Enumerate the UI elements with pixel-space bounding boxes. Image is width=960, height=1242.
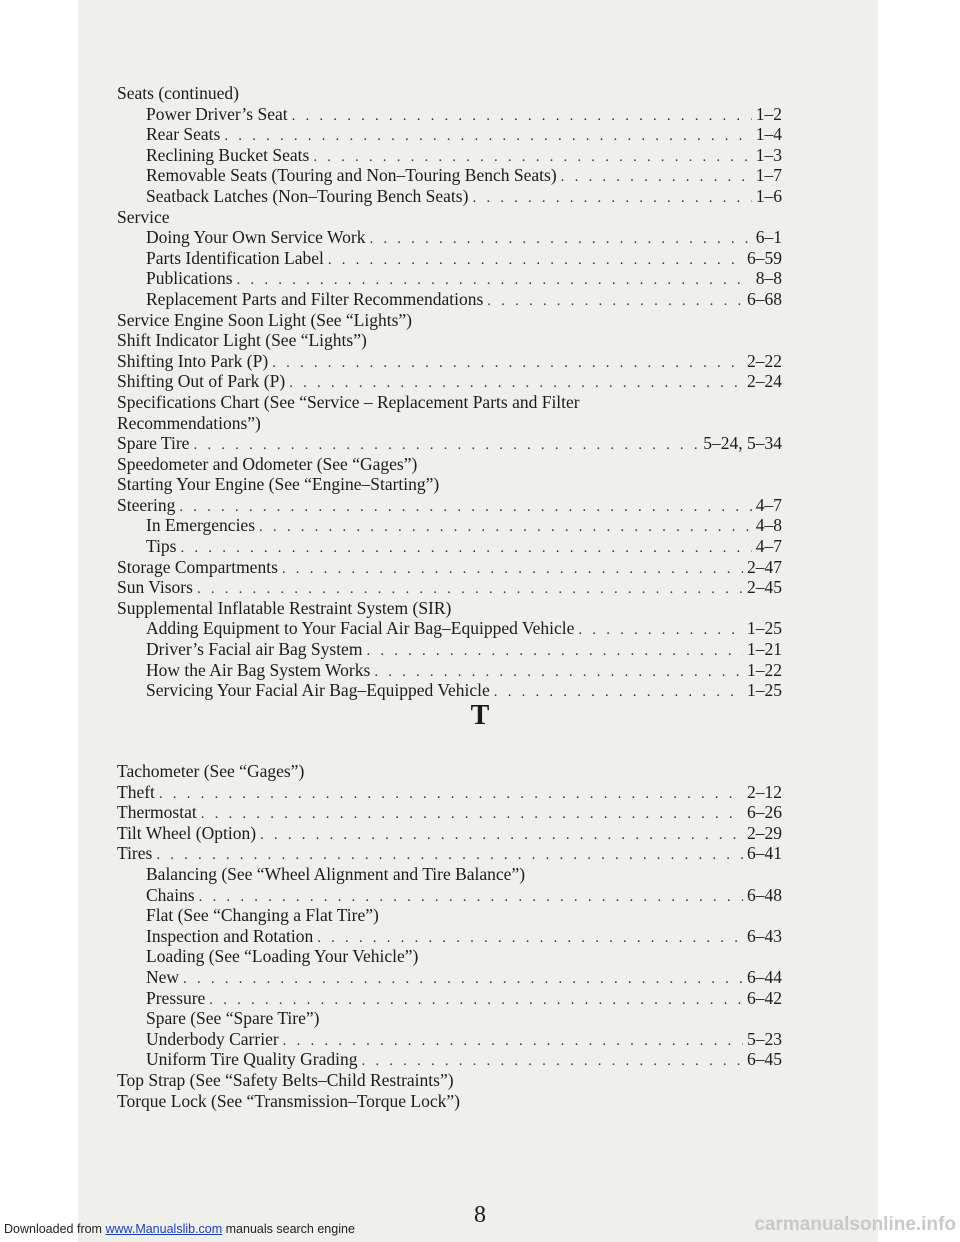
- index-entry: [146, 905, 960, 926]
- entry-title: Service: [117, 206, 170, 227]
- index-entry: [117, 83, 960, 104]
- entry-page-ref: 6–42: [747, 987, 782, 1008]
- dot-leader: [197, 579, 743, 600]
- index-entry: [117, 474, 960, 495]
- entry-title: Publications: [146, 268, 233, 289]
- entry-title: Balancing (See “Wheel Alignment and Tire Balance”): [146, 863, 526, 884]
- index-entry: [117, 495, 782, 516]
- entry-page-ref: 2–24: [747, 371, 782, 392]
- entry-page-ref: 2–45: [747, 577, 782, 598]
- entry-page-ref: 6–48: [747, 884, 782, 905]
- index-entry: [146, 967, 782, 988]
- dot-leader: [328, 250, 743, 271]
- index-entry: [146, 680, 782, 701]
- index-entry: [117, 330, 960, 351]
- dot-leader: [292, 106, 752, 127]
- entry-page-ref: 1–22: [747, 659, 782, 680]
- dot-leader: [317, 928, 743, 949]
- entry-title: Loading (See “Loading Your Vehicle”): [146, 946, 419, 967]
- entry-title: Doing Your Own Service Work: [146, 227, 366, 248]
- entry-title: Theft: [117, 781, 155, 802]
- dot-leader: [199, 887, 743, 908]
- entry-title: Thermostat: [117, 802, 197, 823]
- entry-title: In Emergencies: [146, 515, 256, 536]
- entry-title: Recommendations”): [117, 412, 261, 433]
- download-banner: [4, 1222, 355, 1236]
- entry-page-ref: 1–4: [755, 124, 782, 145]
- entry-title: Tips: [146, 536, 177, 557]
- dot-leader: [561, 167, 752, 188]
- index-entry: [117, 823, 782, 844]
- entry-page-ref: 6–45: [747, 1049, 782, 1070]
- dot-leader: [156, 845, 743, 866]
- entry-page-ref: 6–41: [747, 843, 782, 864]
- index-entry: [117, 1070, 960, 1091]
- entry-page-ref: 1–6: [755, 185, 782, 206]
- dot-leader: [201, 804, 743, 825]
- index-entry: [146, 248, 782, 269]
- entry-page-ref: 4–8: [755, 515, 782, 536]
- index-entry: [146, 268, 782, 289]
- dot-leader: [472, 188, 751, 209]
- entry-page-ref: 6–26: [747, 802, 782, 823]
- index-entry: [117, 433, 782, 454]
- entry-title: Flat (See “Changing a Flat Tire”): [146, 905, 379, 926]
- entry-title: Reclining Bucket Seats: [146, 144, 310, 165]
- dot-leader: [183, 969, 743, 990]
- index-entry: [146, 227, 782, 248]
- index-entry: [117, 598, 960, 619]
- entry-page-ref: 6–59: [747, 247, 782, 268]
- entry-title: Parts Identification Label: [146, 247, 324, 268]
- entry-page-ref: 1–25: [747, 680, 782, 701]
- index-section-s: [0, 83, 960, 701]
- index-entry: [117, 802, 782, 823]
- entry-page-ref: 1–7: [755, 165, 782, 186]
- entry-title: Servicing Your Facial Air Bag–Equipped Vehicle: [146, 680, 490, 701]
- index-entry: [117, 761, 960, 782]
- entry-page-ref: 5–23: [747, 1028, 782, 1049]
- entry-title: Replacement Parts and Filter Recommendations: [146, 288, 484, 309]
- dot-leader: [578, 620, 743, 641]
- entry-title: Shifting Into Park (P): [117, 350, 269, 371]
- entry-title: Torque Lock (See “Transmission–Torque Lock”): [117, 1090, 460, 1111]
- entry-title: Specifications Chart (See “Service – Replacement Parts and Filter: [117, 391, 580, 412]
- dot-leader: [361, 1051, 743, 1072]
- dot-leader: [209, 990, 743, 1011]
- index-entry: [117, 843, 782, 864]
- index-entry: [146, 1029, 782, 1050]
- entry-page-ref: 5–24, 5–34: [703, 433, 782, 454]
- entry-title: Storage Compartments: [117, 556, 278, 577]
- banner-prefix: Downloaded from: [4, 1222, 106, 1236]
- index-entry: [146, 988, 782, 1009]
- index-entry: [117, 351, 782, 372]
- entry-page-ref: 1–2: [755, 103, 782, 124]
- entry-title: Underbody Carrier: [146, 1028, 279, 1049]
- entry-title: New: [146, 966, 180, 987]
- entry-page-ref: 1–3: [755, 144, 782, 165]
- entry-title: Supplemental Inflatable Restraint System (SIR): [117, 597, 452, 618]
- index-entry: [146, 946, 960, 967]
- entry-title: Tilt Wheel (Option): [117, 822, 257, 843]
- entry-title: Tachometer (See “Gages”): [117, 761, 305, 781]
- site-watermark: carmanualsonline.info: [754, 1214, 956, 1235]
- entry-title: Spare Tire: [117, 433, 190, 454]
- dot-leader: [369, 229, 751, 250]
- dot-leader: [179, 497, 751, 518]
- entry-title: Spare (See “Spare Tire”): [146, 1008, 320, 1029]
- dot-leader: [366, 641, 743, 662]
- entry-title: Inspection and Rotation: [146, 925, 314, 946]
- entry-title: Power Driver’s Seat: [146, 103, 288, 124]
- dot-leader: [487, 291, 743, 312]
- index-entry: [117, 371, 782, 392]
- entry-title: Removable Seats (Touring and Non–Touring Bench Seats): [146, 165, 557, 186]
- index-entry: [146, 145, 782, 166]
- entry-title: Speedometer and Odometer (See “Gages”): [117, 453, 418, 474]
- dot-leader: [159, 784, 743, 805]
- entry-page-ref: 1–25: [747, 618, 782, 639]
- entry-page-ref: 2–47: [747, 556, 782, 577]
- index-entry: [117, 1091, 960, 1112]
- index-entry: [146, 1008, 960, 1029]
- entry-page-ref: 6–68: [747, 288, 782, 309]
- index-entry: [146, 660, 782, 681]
- index-entry: [146, 289, 782, 310]
- index-entry: [146, 186, 782, 207]
- dot-leader: [289, 373, 743, 394]
- dot-leader: [181, 538, 752, 559]
- dot-leader: [374, 662, 743, 683]
- index-entry: [146, 885, 782, 906]
- section-letter-heading: T: [470, 700, 490, 731]
- index-entry: [146, 618, 782, 639]
- entry-page-ref: 6–43: [747, 925, 782, 946]
- entry-page-ref: 4–7: [755, 494, 782, 515]
- index-entry: [117, 782, 782, 803]
- banner-suffix: manuals search engine: [222, 1222, 355, 1236]
- entry-title: Starting Your Engine (See “Engine–Starting”): [117, 474, 440, 495]
- dot-leader: [259, 517, 752, 538]
- index-entry: [117, 413, 960, 434]
- entry-title: Steering: [117, 494, 176, 515]
- entry-title: Driver’s Facial air Bag System: [146, 639, 363, 660]
- entry-title: Shifting Out of Park (P): [117, 371, 286, 392]
- entry-title: Sun Visors: [117, 577, 193, 598]
- index-entry: [146, 165, 782, 186]
- dot-leader: [283, 1031, 743, 1052]
- entry-title: Chains: [146, 884, 195, 905]
- index-entry: [117, 577, 782, 598]
- index-entry: [117, 557, 782, 578]
- entry-page-ref: 2–29: [747, 822, 782, 843]
- index-section-t: [0, 761, 960, 1111]
- index-entry: [146, 124, 782, 145]
- index-entry: [117, 207, 960, 228]
- entry-title: Pressure: [146, 987, 206, 1008]
- entry-page-ref: 6–44: [747, 966, 782, 987]
- entry-title: Seats (continued): [117, 83, 239, 103]
- entry-page-ref: 2–22: [747, 350, 782, 371]
- entry-title: How the Air Bag System Works: [146, 659, 371, 680]
- dot-leader: [272, 353, 743, 374]
- entry-page-ref: 6–1: [755, 227, 782, 248]
- index-entry: [146, 104, 782, 125]
- manualslib-link[interactable]: www.Manualslib.com: [105, 1222, 223, 1236]
- entry-page-ref: 2–12: [747, 781, 782, 802]
- dot-leader: [313, 147, 751, 168]
- entry-page-ref: 4–7: [755, 536, 782, 557]
- index-entry: [117, 392, 960, 413]
- index-entry: [117, 454, 960, 475]
- dot-leader: [193, 435, 699, 456]
- entry-title: Adding Equipment to Your Facial Air Bag–Equipped Vehicle: [146, 618, 575, 639]
- entry-title: Tires: [117, 843, 153, 864]
- page-number: 8: [474, 1202, 486, 1228]
- dot-leader: [237, 270, 752, 291]
- entry-title: Seatback Latches (Non–Touring Bench Seats): [146, 185, 469, 206]
- index-entry: [146, 639, 782, 660]
- entry-title: Uniform Tire Quality Grading: [146, 1049, 358, 1070]
- index-entry: [146, 926, 782, 947]
- entry-title: Top Strap (See “Safety Belts–Child Restraints”): [117, 1069, 454, 1090]
- entry-title: Service Engine Soon Light (See “Lights”): [117, 309, 412, 330]
- dot-leader: [260, 825, 743, 846]
- dot-leader: [282, 559, 743, 580]
- entry-page-ref: 1–21: [747, 639, 782, 660]
- entry-title: Shift Indicator Light (See “Lights”): [117, 330, 367, 351]
- index-entry: [117, 310, 960, 331]
- index-entry: [146, 536, 782, 557]
- dot-leader: [224, 126, 751, 147]
- index-entry: [146, 1049, 782, 1070]
- index-entry: [146, 864, 960, 885]
- index-entry: [146, 515, 782, 536]
- entry-title: Rear Seats: [146, 124, 221, 145]
- entry-page-ref: 8–8: [755, 268, 782, 289]
